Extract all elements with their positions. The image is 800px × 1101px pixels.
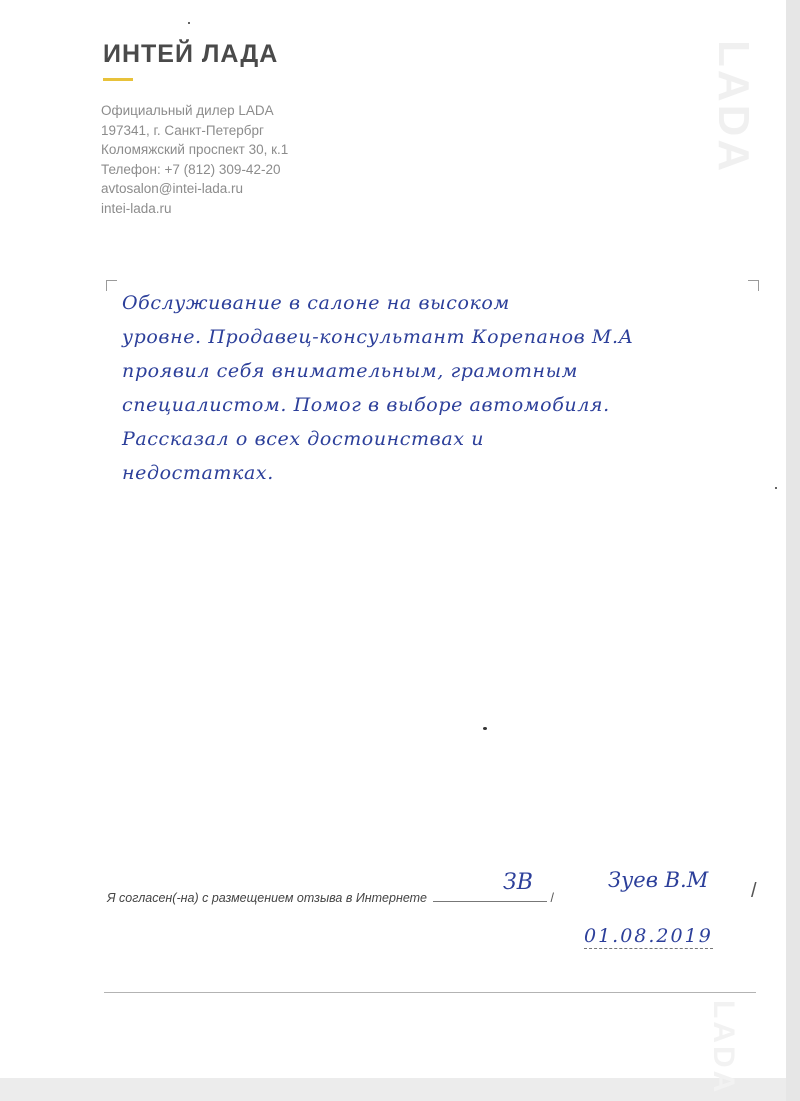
review-line: недостатках. bbox=[122, 462, 274, 484]
review-line: проявил себя внимательным, грамотным bbox=[122, 360, 579, 382]
separator-slash-end: / bbox=[751, 880, 757, 902]
dealer-phone-line: Телефон: +7 (812) 309-42-20 bbox=[101, 161, 281, 177]
handwritten-review bbox=[122, 286, 762, 490]
consent-statement bbox=[107, 889, 558, 905]
handwritten-signature: ЗВ bbox=[503, 870, 533, 895]
lada-watermark-bottom: LADA bbox=[707, 1000, 740, 1096]
scan-bottom-edge bbox=[0, 1078, 786, 1101]
review-line: специалистом. Помог в выборе автомобиля. bbox=[122, 394, 610, 416]
dealer-info bbox=[101, 101, 288, 219]
dealer-website-line: intei-lada.ru bbox=[101, 200, 172, 216]
consent-text: Я согласен(-на) с размещением отзыва в Интернете bbox=[107, 891, 428, 905]
review-line: Рассказал о всех достоинствах и bbox=[122, 428, 485, 450]
ink-dot bbox=[188, 22, 190, 24]
review-line: уровне. Продавец-консультант Корепанов М.А bbox=[122, 326, 634, 348]
footer-divider bbox=[104, 992, 756, 993]
lada-watermark: LADA bbox=[709, 40, 758, 175]
signer-name: Зуев В.М bbox=[608, 868, 709, 892]
review-date: 01.08.2019 bbox=[584, 925, 713, 947]
review-frame-corner-left bbox=[106, 280, 117, 291]
separator-slash: / bbox=[550, 891, 554, 905]
scan-edge bbox=[786, 0, 800, 1101]
ink-dot bbox=[483, 727, 487, 730]
review-line: Обслуживание в салоне на высоком bbox=[122, 292, 510, 314]
ink-dot bbox=[775, 487, 777, 489]
dealer-street-line: Коломяжский проспект 30, к.1 bbox=[101, 142, 289, 158]
dealer-email-line: avtosalon@intei-lada.ru bbox=[101, 181, 244, 197]
brand-title: ИНТЕЙ ЛАДА bbox=[103, 40, 279, 68]
dealer-line: Официальный дилер LADA bbox=[101, 103, 274, 118]
brand-accent-line bbox=[103, 78, 133, 81]
dealer-address-line: 197341, г. Санкт-Петербрг bbox=[101, 122, 264, 138]
